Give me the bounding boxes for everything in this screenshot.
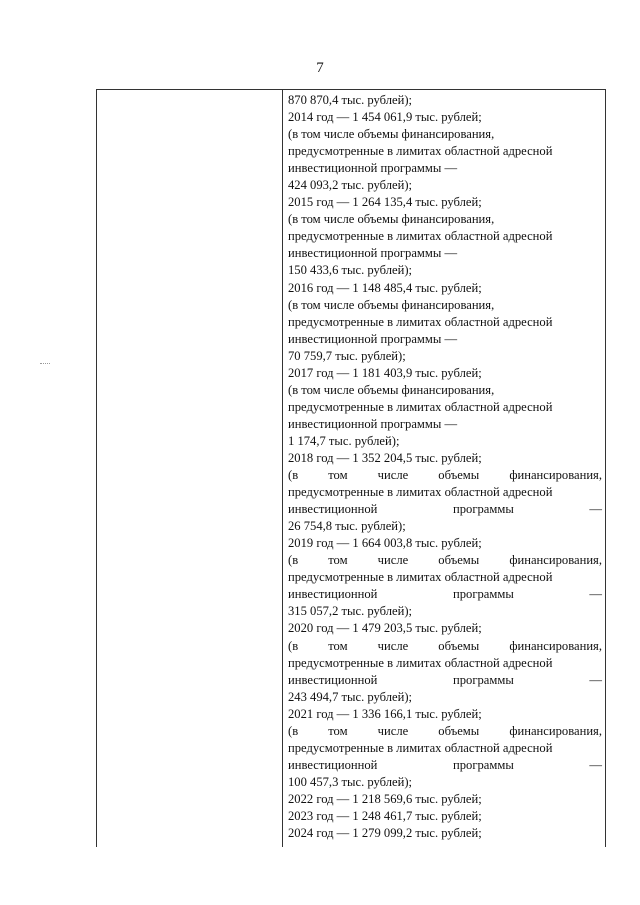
funding-word: объемы bbox=[438, 723, 480, 738]
funding-word: (в bbox=[288, 638, 299, 653]
funding-line: 70 759,7 тыс. рублей); bbox=[288, 348, 406, 363]
funding-line: предусмотренные в лимитах областной адресной bbox=[288, 485, 553, 500]
funding-line: предусмотренные в лимитах областной адресной bbox=[288, 399, 553, 414]
funding-line: инвестиционной программы — bbox=[288, 331, 458, 346]
funding-word: числе bbox=[377, 723, 409, 738]
funding-line: 2020 год — 1 479 203,5 тыс. рублей; bbox=[288, 621, 482, 636]
funding-word: финансирования, bbox=[509, 553, 602, 568]
funding-word: (в bbox=[288, 553, 299, 568]
funding-line bbox=[288, 586, 602, 603]
funding-line: (в том числе объемы финансирования, bbox=[288, 127, 495, 142]
funding-word: числе bbox=[377, 468, 409, 483]
margin-mark bbox=[40, 363, 50, 365]
funding-word: финансирования, bbox=[509, 723, 602, 738]
funding-line: 26 754,8 тыс. рублей); bbox=[288, 519, 406, 534]
funding-text-cell bbox=[288, 92, 602, 842]
funding-line: 100 457,3 тыс. рублей); bbox=[288, 774, 413, 789]
funding-line: предусмотренные в лимитах областной адресной bbox=[288, 229, 553, 244]
funding-word: — bbox=[589, 587, 602, 602]
funding-word: программы bbox=[453, 672, 514, 687]
funding-line: (в том числе объемы финансирования, bbox=[288, 297, 495, 312]
funding-line: предусмотренные в лимитах областной адресной bbox=[288, 144, 553, 159]
funding-line bbox=[288, 672, 602, 689]
funding-word: инвестиционной bbox=[288, 672, 378, 687]
funding-word: том bbox=[328, 553, 348, 568]
funding-line bbox=[288, 501, 602, 518]
funding-word: том bbox=[328, 638, 348, 653]
funding-line bbox=[288, 467, 602, 484]
funding-line: 2022 год — 1 218 569,6 тыс. рублей; bbox=[288, 791, 482, 806]
funding-line bbox=[288, 723, 602, 740]
funding-line: 150 433,6 тыс. рублей); bbox=[288, 263, 413, 278]
funding-word: том bbox=[328, 468, 348, 483]
funding-word: финансирования, bbox=[509, 638, 602, 653]
funding-word: числе bbox=[377, 638, 409, 653]
funding-line: 2015 год — 1 264 135,4 тыс. рублей; bbox=[288, 195, 482, 210]
funding-line: 1 174,7 тыс. рублей); bbox=[288, 433, 400, 448]
funding-line: 2017 год — 1 181 403,9 тыс. рублей; bbox=[288, 365, 482, 380]
funding-line: инвестиционной программы — bbox=[288, 246, 458, 261]
funding-line: (в том числе объемы финансирования, bbox=[288, 382, 495, 397]
funding-word: программы bbox=[453, 757, 514, 772]
funding-word: том bbox=[328, 723, 348, 738]
funding-word: инвестиционной bbox=[288, 502, 378, 517]
funding-word: программы bbox=[453, 587, 514, 602]
table-left-cell bbox=[97, 90, 283, 847]
funding-line: предусмотренные в лимитах областной адресной bbox=[288, 740, 553, 755]
funding-word: программы bbox=[453, 502, 514, 517]
funding-line bbox=[288, 757, 602, 774]
funding-line: (в том числе объемы финансирования, bbox=[288, 212, 495, 227]
funding-word: объемы bbox=[438, 468, 480, 483]
funding-line: предусмотренные в лимитах областной адресной bbox=[288, 570, 553, 585]
funding-line: 2018 год — 1 352 204,5 тыс. рублей; bbox=[288, 450, 482, 465]
funding-line: 2014 год — 1 454 061,9 тыс. рублей; bbox=[288, 110, 482, 125]
page-number: 7 bbox=[316, 60, 324, 76]
funding-line: 2019 год — 1 664 003,8 тыс. рублей; bbox=[288, 536, 482, 551]
funding-word: объемы bbox=[438, 638, 480, 653]
funding-line: предусмотренные в лимитах областной адресной bbox=[288, 655, 553, 670]
funding-line: 2021 год — 1 336 166,1 тыс. рублей; bbox=[288, 706, 482, 721]
funding-line: инвестиционной программы — bbox=[288, 416, 458, 431]
funding-line: предусмотренные в лимитах областной адресной bbox=[288, 314, 553, 329]
funding-word: — bbox=[589, 672, 602, 687]
funding-word: (в bbox=[288, 723, 299, 738]
funding-line bbox=[288, 552, 602, 569]
funding-line: инвестиционной программы — bbox=[288, 161, 458, 176]
funding-word: — bbox=[589, 757, 602, 772]
funding-table bbox=[96, 89, 606, 847]
funding-word: финансирования, bbox=[509, 468, 602, 483]
funding-word: инвестиционной bbox=[288, 587, 378, 602]
funding-line: 870 870,4 тыс. рублей); bbox=[288, 93, 413, 107]
funding-word: — bbox=[589, 502, 602, 517]
funding-word: инвестиционной bbox=[288, 757, 378, 772]
funding-word: (в bbox=[288, 468, 299, 483]
funding-line: 2024 год — 1 279 099,2 тыс. рублей; bbox=[288, 826, 482, 841]
funding-line: 243 494,7 тыс. рублей); bbox=[288, 689, 413, 704]
funding-line: 2023 год — 1 248 461,7 тыс. рублей; bbox=[288, 808, 482, 823]
funding-word: объемы bbox=[438, 553, 480, 568]
funding-line bbox=[288, 638, 602, 655]
funding-line: 315 057,2 тыс. рублей); bbox=[288, 604, 413, 619]
funding-line: 2016 год — 1 148 485,4 тыс. рублей; bbox=[288, 280, 482, 295]
funding-line: 424 093,2 тыс. рублей); bbox=[288, 178, 413, 193]
funding-word: числе bbox=[377, 553, 409, 568]
